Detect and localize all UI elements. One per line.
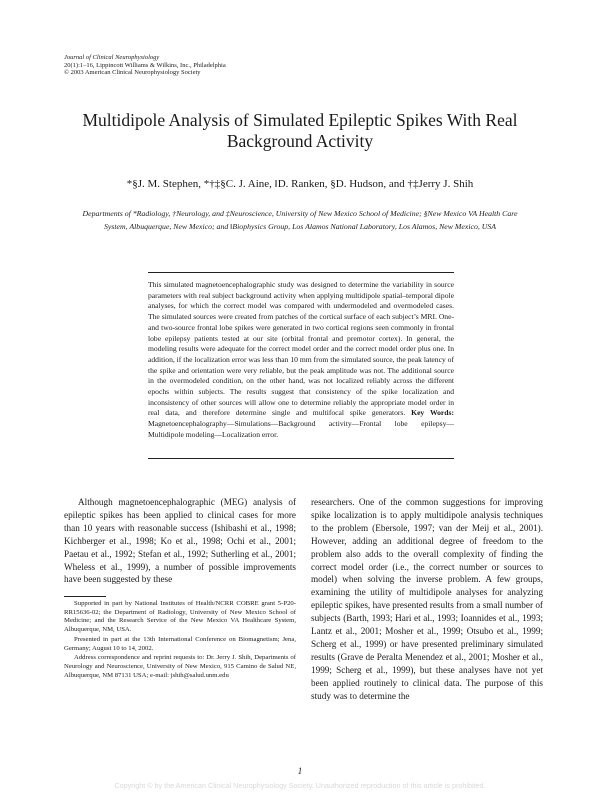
- body-right-column: [311, 496, 543, 703]
- body-paragraph: researchers. One of the common suggestions for improving spike localization is to apply multidipole analysis techniques to the problem (Ebersole, 1997; van der Meij et al., 2001). However, adding an additional degree of freedom to the problem also adds to the overall complexity of finding the correct model order (i.e., the correct number or sources to model) when solving the inverse problem. A few groups, examining the utility of multidipole analyses for analyzing epileptic spikes, have presented results from a small number of subjects (Barth, 1993; Hari et al., 1993; Ioannides et al., 1993; Lantz et al., 2001; Mosher et al., 1999; Otsubo et al., 1999; Scherg et al., 1999) or have presented preliminary simulated results (Grave de Peralta Menendez et al., 2001; Mosher et al., 1999; Scherg et al., 1999), but these analyses have not yet been applied routinely to clinical data. The purpose of this study was to determine the: [311, 497, 543, 701]
- footnote-presented: Presented in part at the 13th International Conference on Biomagnetism; Jena, Germany; August 10 to 14, 2002.: [64, 635, 296, 652]
- page-number: 1: [297, 766, 303, 776]
- footnote-rule: [64, 596, 106, 597]
- footnote-support: Supported in part by National Institutes of Health/NCRR COBRE grant 5-P20-RR15636-02; the Department of Radiology, University of New Mexico School of Medicine; and the Research Service of the New Mexico VA Healthcare System, Albuquerque, NM, USA.: [64, 600, 296, 634]
- abstract-text: This simulated magnetoencephalographic study was designed to determine the variability in source parameters with real subject background activity when applying multidipole spatial–temporal dipole analyses, for which the correct model was compared with undermodeled and overmodeled cases. The simulated sources were created from patches of the cortical surface of each subject’s MRI. One- and two-source frontal lobe spikes were generated in two cortical regions seen commonly in frontal lobe epilepsy patients tested at our site (orbital frontal and premotor cortex). In general, the modeling results were adequate for the correct model order and the correct model order plus one. In addition, if the localization error was less than 10 mm from the simulated source, the peak latency of the spike and orientation were very reliable, but the peak amplitude was not. The additional source in the overmodeled condition, on the other hand, was not localized reliably across the different epochs within subjects. The results suggest that consistency of the spike localization and inconsistency of other sources will allow one to determine reliably the appropriate model order in real data, and therefore determine single and multifocal spike generators.: [148, 280, 454, 418]
- journal-copyright: © 2003 American Clinical Neurophysiology Society: [64, 69, 201, 76]
- copyright-watermark: Copyright © by the American Clinical Neurophysiology Society. Unauthorized reproduction of this article is prohibited.: [114, 781, 486, 790]
- affiliations: Departments of *Radiology, †Neurology, and ‡Neuroscience, University of New Mexico School of Medicine; §New Mexico VA Health Care System, Albuquerque, New Mexico; and ‖Biophysics Group, Los Alamos National Laboratory, Los Alamos, New Mexico, USA: [82, 209, 518, 231]
- journal-header: [64, 54, 226, 77]
- abstract-bottom-rule: [148, 458, 454, 459]
- footnotes: [64, 600, 296, 681]
- article-title: Multidipole Analysis of Simulated Epileptic Spikes With Real Background Activity: [82, 110, 518, 151]
- abstract: [148, 280, 454, 441]
- body-left-column: [64, 496, 296, 586]
- abstract-top-rule: [148, 272, 454, 273]
- journal-issue: 20(1):1–16, Lippincott Williams & Wilkins, Inc., Philadelphia: [64, 61, 226, 69]
- keywords-label: Key Words:: [411, 408, 455, 418]
- author-list: *§J. M. Stephen, *†‡§C. J. Aine, ‖D. Ranken, §D. Hudson, and †‡Jerry J. Shih: [126, 178, 474, 190]
- journal-name: Journal of Clinical Neurophysiology: [64, 54, 160, 61]
- body-paragraph: Although magnetoencephalographic (MEG) analysis of epileptic spikes has been applied to clinical cases for more than 10 years with reasonable success (Ishibashi et al., 1998; Kichberger et al., 1998; Ko et al., 1998; Ochi et al., 2001; Paetau et al., 1992; Stefan et al., 1992; Sutherling et al., 2001; Wheless et al., 1999), a number of possible improvements have been suggested by these: [64, 497, 296, 585]
- footnote-address: Address correspondence and reprint requests to: Dr. Jerry J. Shih, Departments of Neurology and Neuroscience, University of New Mexico, 915 Camino de Salud NE, Albuquerque, NM 87131 USA; e-mail: jshih@salud.unm.edu: [64, 654, 296, 679]
- keywords: Magnetoencephalography—Simulations—Background activity—Frontal lobe epilepsy—Multidipole modeling—Localization error.: [148, 419, 454, 439]
